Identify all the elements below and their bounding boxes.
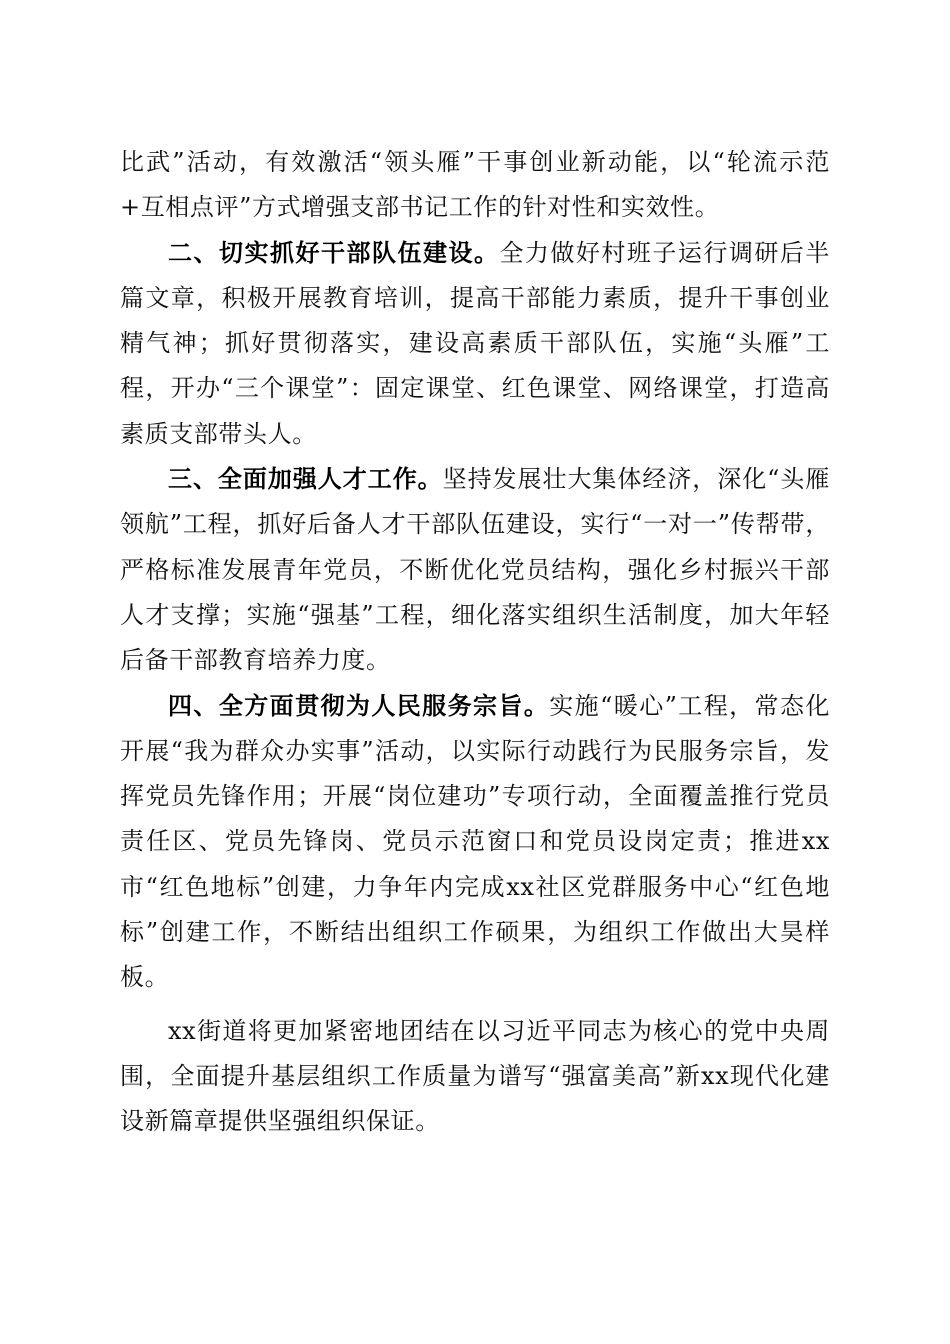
paragraph-continuation xyxy=(120,140,830,231)
paragraph-body: 比武”活动，有效激活“领头雁”干事创业新动能，以“轮流示范+互相点评”方式增强支部书记工作的针对性和实效性。 xyxy=(120,148,830,222)
document-body xyxy=(120,140,830,1145)
paragraph-cadre-team xyxy=(120,231,830,457)
paragraph-conclusion xyxy=(120,1009,830,1145)
section-heading: 四、全方面贯彻为人民服务宗旨。 xyxy=(168,691,550,720)
section-heading: 二、切实抓好干部队伍建设。 xyxy=(168,238,500,267)
section-heading: 三、全面加强人才工作。 xyxy=(168,465,443,494)
paragraph-body: 实施“暖心”工程，常态化开展“我为群众办实事”活动，以实际行动践行为民服务宗旨，发挥党员先锋作用；开展“岗位建功”专项行动，全面覆盖推行党员责任区、党员先锋岗、党员示范窗口和党员设岗定责；推进xx市“红色地标”创建，力争年内完成xx社区党群服务中心“红色地标”创建工作，不断结出组织工作硕果，为组织工作做出大昊样板。 xyxy=(120,691,830,992)
paragraph-body: xx街道将更加紧密地团结在以习近平同志为核心的党中央周围，全面提升基层组织工作质量为谱写“强富美高”新xx现代化建设新篇章提供坚强组织保证。 xyxy=(120,1016,830,1136)
paragraph-serve-people xyxy=(120,684,830,1001)
paragraph-talent-work xyxy=(120,457,830,683)
paragraph-body: 坚持发展壮大集体经济，深化“头雁领航”工程，抓好后备人才干部队伍建设，实行“一对一”传帮带，严格标准发展青年党员，不断优化党员结构，强化乡村振兴干部人才支撑；实施“强基”工程，细化落实组织生活制度，加大年轻后备干部教育培养力度。 xyxy=(120,465,830,675)
paragraph-body: 全力做好村班子运行调研后半篇文章，积极开展教育培训，提高干部能力素质，提升干事创业精气神；抓好贯彻落实，建设高素质干部队伍，实施“头雁”工程，开办“三个课堂”：固定课堂、红色课堂、网络课堂，打造高素质支部带头人。 xyxy=(120,238,830,448)
